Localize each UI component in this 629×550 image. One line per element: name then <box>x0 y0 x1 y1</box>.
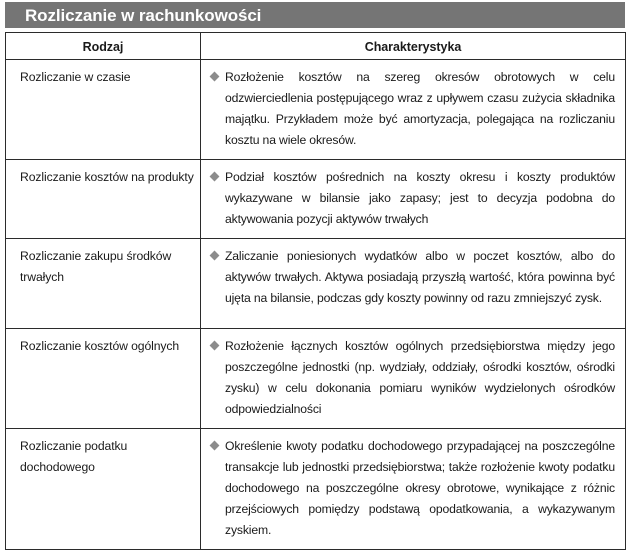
table-body <box>6 60 626 550</box>
list-item-text: Podział kosztów pośrednich na koszty okresu i koszty produktów wykazywane w bilansie jako zapasy; jest to decyzja podobna do aktywowania pozycji aktywów trwałych <box>225 169 615 226</box>
list-item-text: Rozłożenie kosztów na szereg okresów obrotowych w celu odzwierciedlenia postępującego wraz z upływem czasu zużycia składnika majątku. Przykładem może być amortyzacja, polegająca na rozliczaniu kosztu na wiele okresów. <box>225 70 615 147</box>
cell-kind: Rozliczanie podatku dochodowego <box>6 428 201 549</box>
list-item <box>211 336 615 420</box>
list-item-text: Rozłożenie łącznych kosztów ogólnych przedsiębiorstwa między jego poszczególne jednostki (np. wydziały, oddziały, ośrodki kosztów, ośrodki zysku) w celu dokonania pomiaru wyników wydzielonych ośrodków odpowiedzialności <box>225 338 615 416</box>
cell-characteristic <box>201 60 626 160</box>
list-item <box>211 67 615 151</box>
list-item <box>211 246 615 309</box>
diamond-bullet-icon <box>210 340 220 350</box>
page-title: Rozliczanie w rachunkowości <box>25 5 262 25</box>
list-item-text: Określenie kwoty podatku dochodowego przypadającej na poszczególne transakcje lub jednostki przedsiębiorstwa; także rozłożenie kwoty podatku dochodowego na poszczególne okresy obrotowe, wynikające z różnic przejściowych pomiędzy podstawą opodatkowania, a wykazywanym zyskiem. <box>225 438 615 537</box>
cell-characteristic <box>201 238 626 328</box>
column-header-kind: Rodzaj <box>6 33 201 60</box>
cell-kind: Rozliczanie zakupu środków trwałych <box>6 238 201 328</box>
list-item <box>211 167 615 230</box>
list-item-text: Zaliczanie poniesionych wydatków albo w poczet kosztów, albo do aktywów trwałych. Aktywa posiadają przyszłą wartość, która powinna być ujęta na bilansie, podczas gdy koszty powinny od razu zmniejszyć zysk. <box>225 248 615 305</box>
table-row <box>6 60 626 160</box>
cell-kind: Rozliczanie w czasie <box>6 60 201 160</box>
diamond-bullet-icon <box>210 440 220 450</box>
table-row <box>6 159 626 238</box>
table-row <box>6 328 626 428</box>
diamond-bullet-icon <box>210 171 220 181</box>
diamond-bullet-icon <box>210 250 220 260</box>
table-row <box>6 238 626 328</box>
table-row <box>6 428 626 549</box>
cell-characteristic <box>201 328 626 428</box>
cell-kind: Rozliczanie kosztów na produkty <box>6 159 201 238</box>
accounting-allocation-table <box>5 32 626 550</box>
cell-characteristic <box>201 428 626 549</box>
cell-kind: Rozliczanie kosztów ogólnych <box>6 328 201 428</box>
table-title-bar <box>5 2 625 28</box>
list-item <box>211 436 615 541</box>
table-header <box>6 33 626 60</box>
diamond-bullet-icon <box>210 72 220 82</box>
table-header-row <box>6 33 626 60</box>
column-header-characteristic: Charakterystyka <box>201 33 626 60</box>
cell-characteristic <box>201 159 626 238</box>
